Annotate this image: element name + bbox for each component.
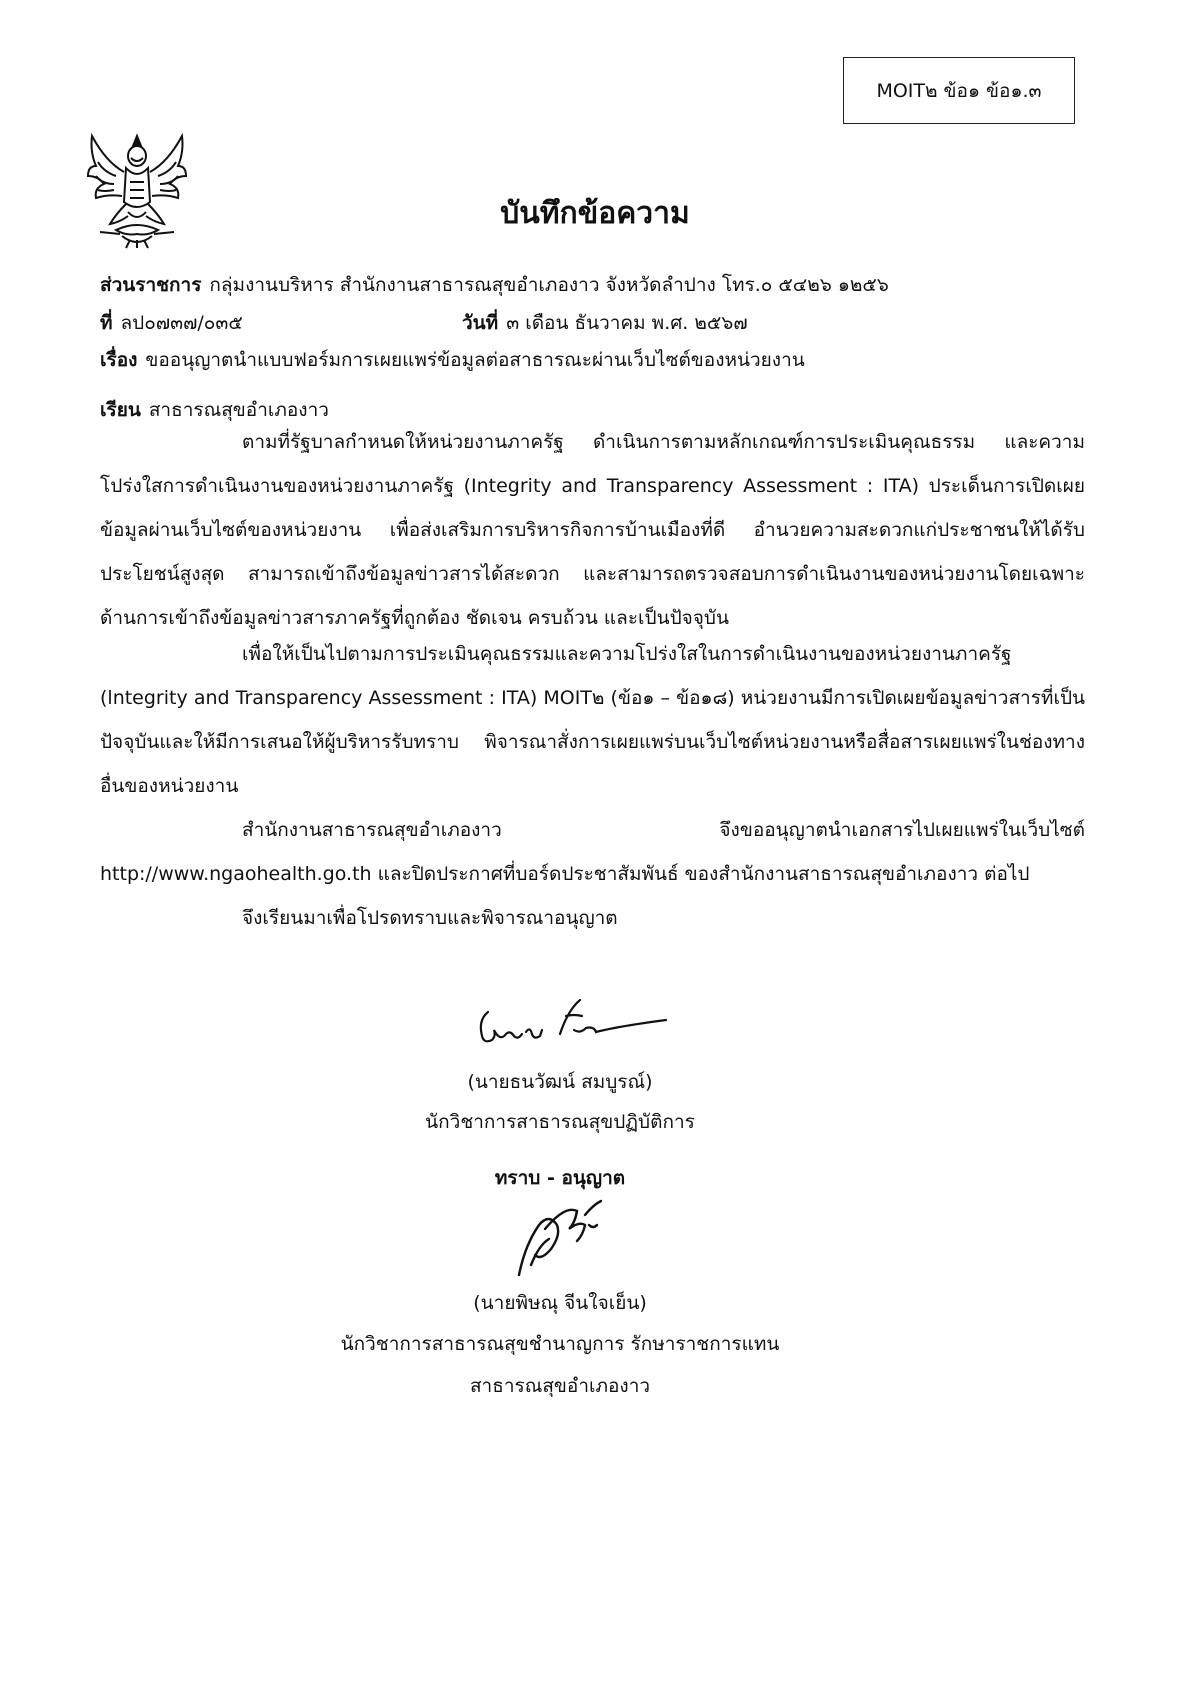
agency-row: [100, 270, 889, 300]
salutation-label: เรียน: [100, 399, 141, 421]
reference-box: [843, 57, 1075, 124]
salutation-value: สาธารณสุขอำเภองาว: [148, 399, 329, 421]
body-paragraph-3: [100, 808, 1085, 896]
body-paragraph-1: [100, 420, 1085, 640]
reference-text: MOIT๒ ข้อ๑ ข้อ๑.๓: [876, 79, 1042, 102]
signer-2-name: (นายพิษณุ จีนใจเย็น): [473, 1292, 647, 1314]
approval-text: ทราบ - อนุญาต: [494, 1167, 626, 1189]
date-value: ๓ เดือน ธันวาคม พ.ศ. ๒๕๖๗: [506, 312, 748, 334]
page-title: บันทึกข้อความ: [500, 196, 690, 231]
ref-value: ลป๐๗๓๗/๐๓๕: [120, 312, 243, 334]
body-paragraph-4: [100, 896, 1085, 940]
signature-1: [470, 990, 670, 1060]
signer-2-position-2: สาธารณสุขอำเภองาว: [469, 1375, 651, 1397]
body-paragraph-2: [100, 632, 1085, 808]
paragraph-1-text: ตามที่รัฐบาลกำหนดให้หน่วยงานภาครัฐ ดำเนินการตามหลักเกณฑ์การประเมินคุณธรรม และความโปร่งใสการดำเนินงานของหน่วยงานภาครัฐ (Integrity and Transparency Assessment : ITA) ประเด็นการเปิดเผยข้อมูลผ่านเว็บไซต์ของหน่วยงาน เพื่อส่งเสริมการบริหารกิจการบ้านเมืองที่ดี อำนวยความสะดวกแก่ประชาชนให้ได้รับประโยชน์สูงสุด สามารถเข้าถึงข้อมูลข่าวสารได้สะดวก และสามารถตรวจสอบการดำเนินงานของหน่วยงานโดยเฉพาะด้านการเข้าถึงข้อมูลข่าวสารภาครัฐที่ถูกต้อง ชัดเจน ครบถ้วน และเป็นปัจจุบัน: [100, 431, 1085, 629]
paragraph-4-text: จึงเรียนมาเพื่อโปรดทราบและพิจารณาอนุญาต: [242, 907, 618, 929]
signature-2: [505, 1195, 615, 1280]
subject-value: ขออนุญาตนำแบบฟอร์มการเผยแพร่ข้อมูลต่อสาธารณะผ่านเว็บไซต์ของหน่วยงาน: [145, 349, 805, 371]
date-label: วันที่: [462, 312, 499, 334]
agency-value: กลุ่มงานบริหาร สำนักงานสาธารณสุขอำเภองาว จังหวัดลำปาง โทร.๐ ๕๔๒๖ ๑๒๕๖: [209, 274, 889, 296]
signer-1-name: (นายธนวัฒน์ สมบูรณ์): [467, 1071, 653, 1093]
paragraph-2-text: เพื่อให้เป็นไปตามการประเมินคุณธรรมและความโปร่งใสในการดำเนินงานของหน่วยงานภาครัฐ (lntegrity and Transparency Assessment : ITA) MOIT๒ (ข้อ๑ – ข้อ๑๘) หน่วยงานมีการเปิดเผยข้อมูลข่าวสารที่เป็นปัจจุบันและให้มีการเสนอให้ผู้บริหารรับทราบ พิจารณาสั่งการเผยแพร่บนเว็บไซต์หน่วยงานหรือสื่อสารเผยแพร่ในช่องทางอื่นของหน่วยงาน: [100, 643, 1085, 797]
reference-row: [100, 308, 243, 338]
agency-label: ส่วนราชการ: [100, 274, 202, 296]
subject-row: [100, 345, 805, 375]
ref-label: ที่: [100, 312, 113, 334]
date-row: [462, 308, 748, 338]
signer-2-position: นักวิชาการสาธารณสุขชำนาญการ รักษาราชการแทน: [340, 1333, 780, 1355]
signer-1-position: นักวิชาการสาธารณสุขปฏิบัติการ: [425, 1111, 695, 1133]
paragraph-3-text: สำนักงานสาธารณสุขอำเภองาว จึงขออนุญาตนำเอกสารไปเผยแพร่ในเว็บไซต์ http://www.ngaohealth.go.th และปิดประกาศที่บอร์ดประชาสัมพันธ์ ของสำนักงานสาธารณสุขอำเภองาว ต่อไป: [100, 819, 1085, 885]
subject-label: เรื่อง: [100, 349, 138, 371]
